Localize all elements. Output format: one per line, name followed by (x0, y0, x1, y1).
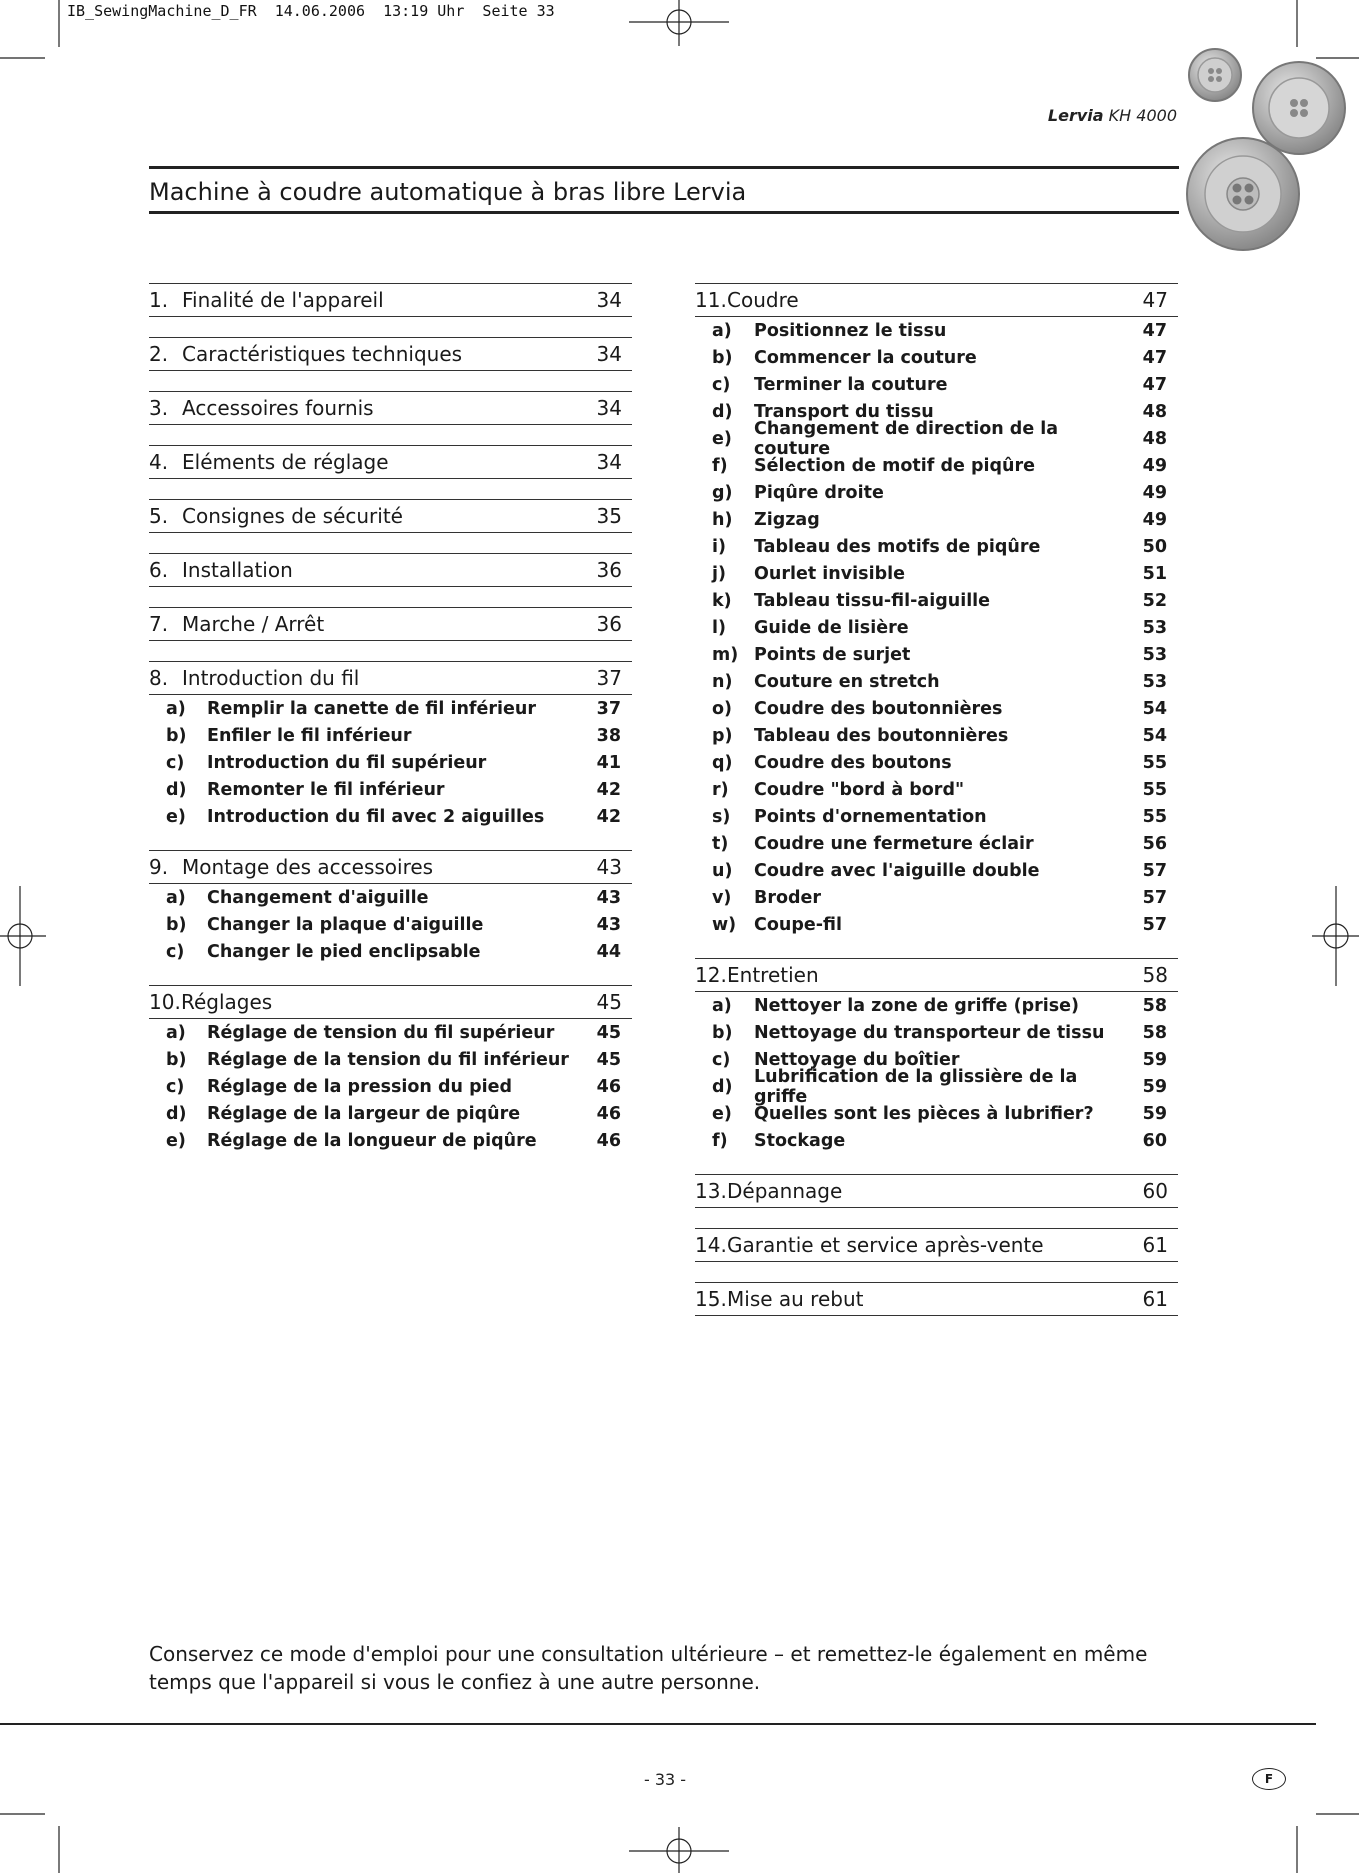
toc-subitem-page: 60 (1142, 1130, 1167, 1151)
toc-subitem-title: Tableau tissu-fil-aiguille (754, 590, 991, 611)
toc-section (695, 958, 1178, 1154)
toc-section-page: 34 (596, 396, 622, 420)
toc-subitem-title: Nettoyage du boîtier (754, 1049, 960, 1070)
toc-section-number: 11. (695, 288, 727, 312)
toc-section-number: 7. (149, 612, 169, 636)
toc-subitem-page: 49 (1142, 482, 1167, 503)
toc-section-heading (695, 1174, 1178, 1208)
toc-section-page: 43 (596, 855, 622, 879)
toc-section-title: Eléments de réglage (182, 450, 389, 474)
toc-subitem-page: 47 (1142, 320, 1167, 341)
toc-subitem-title: Coupe-fil (754, 914, 842, 935)
toc-subitem-title: Positionnez le tissu (754, 320, 947, 341)
toc-subitem-letter: i) (712, 536, 726, 557)
button-large-icon (1187, 138, 1299, 250)
toc-subitem-page: 53 (1142, 617, 1167, 638)
toc-subitem-letter: l) (712, 617, 726, 638)
toc-section-page: 36 (596, 612, 622, 636)
toc-subitem (695, 371, 1178, 398)
toc-section (149, 985, 632, 1154)
toc-section-heading (149, 850, 632, 884)
toc-subitem (149, 803, 632, 830)
toc-subitem-page: 55 (1142, 752, 1167, 773)
toc-section-page: 61 (1142, 1233, 1168, 1257)
toc-subitem-page: 57 (1142, 887, 1167, 908)
toc-subitem-letter: e) (712, 1103, 732, 1124)
sewing-buttons-illustration (1180, 40, 1359, 260)
toc-subitem-title: Commencer la couture (754, 347, 977, 368)
toc-subitem-letter: f) (712, 455, 728, 476)
toc-section-title: Accessoires fournis (182, 396, 374, 420)
toc-subitem (695, 695, 1178, 722)
toc-section (149, 850, 632, 965)
toc-subitem-title: Coudre des boutonnières (754, 698, 1003, 719)
toc-subitem (149, 1100, 632, 1127)
toc-subitem-title: Remonter le fil inférieur (207, 779, 445, 800)
toc-section-title: Garantie et service après-vente (727, 1233, 1044, 1257)
toc-section-page: 34 (596, 342, 622, 366)
toc-subitem (695, 560, 1178, 587)
toc-section-title: Entretien (727, 963, 819, 987)
toc-subitem-letter: c) (166, 752, 185, 773)
toc-section-title: Caractéristiques techniques (182, 342, 463, 366)
toc-subitem-page: 49 (1142, 509, 1167, 530)
toc-subitem-page: 46 (596, 1103, 621, 1124)
toc-subitem-letter: d) (712, 401, 733, 422)
toc-subitem-letter: m) (712, 644, 739, 665)
toc-section-number: 14. (695, 1233, 727, 1257)
toc-section (149, 445, 632, 479)
toc-subitem-letter: s) (712, 806, 731, 827)
toc-section-number: 2. (149, 342, 169, 366)
toc-section-page: 34 (596, 288, 622, 312)
page-number: - 33 - (643, 1770, 687, 1789)
toc-subitem (149, 722, 632, 749)
toc-subitem-title: Réglage de la largeur de piqûre (207, 1103, 521, 1124)
toc-subitem-page: 55 (1142, 779, 1167, 800)
toc-section-heading (149, 499, 632, 533)
toc-subitem-letter: a) (166, 1022, 186, 1043)
toc-subitem-letter: e) (166, 1130, 186, 1151)
toc-subitem-title: Points de surjet (754, 644, 911, 665)
toc-subitem (695, 1100, 1178, 1127)
toc-section-title: Coudre (727, 288, 799, 312)
toc-subitem (149, 749, 632, 776)
toc-subitem-letter: f) (712, 1130, 728, 1151)
toc-section-number: 6. (149, 558, 169, 582)
button-small-icon (1189, 49, 1241, 101)
toc-subitem (695, 722, 1178, 749)
toc-subitem (149, 1046, 632, 1073)
toc-section-heading (149, 661, 632, 695)
toc-section-title: Mise au rebut (727, 1287, 864, 1311)
toc-section-number: 9. (149, 855, 169, 879)
toc-section-page: 34 (596, 450, 622, 474)
toc-subitem-letter: n) (712, 671, 733, 692)
toc-subitem (695, 533, 1178, 560)
toc-section-number: 1. (149, 288, 169, 312)
toc-subitem-page: 41 (596, 752, 621, 773)
toc-subitem-title: Introduction du fil avec 2 aiguilles (207, 806, 545, 827)
toc-subitem (695, 668, 1178, 695)
toc-subitem-page: 44 (596, 941, 621, 962)
toc-subitem-letter: t) (712, 833, 729, 854)
toc-subitem-letter: u) (712, 860, 733, 881)
toc-subitem-title: Réglage de la longueur de piqûre (207, 1130, 537, 1151)
toc-subitem-letter: j) (712, 563, 726, 584)
toc-section-page: 47 (1142, 288, 1168, 312)
toc-subitem (695, 776, 1178, 803)
toc-subitem-letter: q) (712, 752, 733, 773)
toc-section-page: 36 (596, 558, 622, 582)
toc-subitem-letter: o) (712, 698, 733, 719)
toc-subitem-title: Réglage de la tension du fil inférieur (207, 1049, 569, 1070)
toc-subitem-title: Réglage de tension du fil supérieur (207, 1022, 555, 1043)
toc-subitem-letter: r) (712, 779, 729, 800)
toc-subitem-title: Introduction du fil supérieur (207, 752, 487, 773)
toc-subitem-letter: c) (712, 374, 731, 395)
toc-subitem (149, 1073, 632, 1100)
toc-subitem-title: Coudre une fermeture éclair (754, 833, 1034, 854)
toc-subitem-page: 48 (1142, 428, 1167, 449)
toc-subitem (695, 1066, 1178, 1107)
toc-subitem-letter: d) (712, 1076, 733, 1097)
toc-subitem-title: Coudre avec l'aiguille double (754, 860, 1040, 881)
toc-section (149, 283, 632, 317)
toc-section (149, 499, 632, 533)
toc-subitem-title: Piqûre droite (754, 482, 884, 503)
toc-section (695, 1282, 1178, 1316)
toc-subitem-page: 56 (1142, 833, 1167, 854)
toc-subitem-letter: e) (166, 806, 186, 827)
toc-subitem-letter: e) (712, 428, 732, 449)
toc-subitem (149, 1019, 632, 1046)
toc-subitem-letter: c) (166, 1076, 185, 1097)
toc-section-number: 3. (149, 396, 169, 420)
keep-manual-note: Conservez ce mode d'emploi pour une consultation ultérieure – et remettez-le également en même temps que l'appareil si vous le confiez à une autre personne. (149, 1642, 1148, 1694)
toc-subitem-page: 54 (1142, 725, 1167, 746)
toc-subitem-page: 51 (1142, 563, 1167, 584)
toc-section-title: Réglages (181, 990, 273, 1014)
toc-subitem (149, 938, 632, 965)
toc-section-title: Dépannage (727, 1179, 843, 1203)
toc-subitem-letter: g) (712, 482, 733, 503)
toc-subitem-title: Changer le pied enclipsable (207, 941, 481, 962)
toc-subitem (695, 506, 1178, 533)
toc-subitem (695, 344, 1178, 371)
toc-subitem (149, 695, 632, 722)
toc-subitem (695, 992, 1178, 1019)
toc-subitem-title: Lubrification de la glissière de la griffe (754, 1066, 1078, 1107)
toc-subitem-page: 59 (1142, 1076, 1167, 1097)
toc-subitem-title: Changement d'aiguille (207, 887, 429, 908)
toc-subitem-letter: k) (712, 590, 732, 611)
toc-subitem-letter: a) (712, 995, 732, 1016)
footer-divider (0, 1723, 1316, 1725)
toc-section (695, 283, 1178, 938)
toc-subitem-title: Points d'ornementation (754, 806, 987, 827)
toc-subitem-letter: d) (166, 1103, 187, 1124)
toc-section-heading (149, 337, 632, 371)
toc-subitem (695, 317, 1178, 344)
toc-subitem-title: Sélection de motif de piqûre (754, 455, 1035, 476)
toc-subitem (149, 776, 632, 803)
toc-section-heading (149, 985, 632, 1019)
toc-subitem-title: Couture en stretch (754, 671, 940, 692)
toc-subitem-title: Nettoyage du transporteur de tissu (754, 1022, 1105, 1043)
language-badge: F (1252, 1768, 1286, 1790)
toc-subitem-page: 59 (1142, 1049, 1167, 1070)
toc-right-column (695, 283, 1178, 1336)
toc-subitem-title: Réglage de la pression du pied (207, 1076, 512, 1097)
toc-section (149, 553, 632, 587)
toc-section-page: 45 (596, 990, 622, 1014)
toc-subitem (695, 803, 1178, 830)
toc-section-title: Finalité de l'appareil (182, 288, 384, 312)
toc-subitem-page: 52 (1142, 590, 1167, 611)
toc-subitem-letter: b) (712, 1022, 733, 1043)
toc-section (149, 337, 632, 371)
toc-subitem-page: 50 (1142, 536, 1167, 557)
toc-section-number: 8. (149, 666, 169, 690)
toc-subitem-letter: d) (166, 779, 187, 800)
toc-subitem (695, 911, 1178, 938)
toc-section-title: Marche / Arrêt (182, 612, 325, 636)
print-slug: IB_SewingMachine_D_FR 14.06.2006 13:19 Uhr Seite 33 (67, 2, 555, 20)
brand-label (1048, 106, 1177, 125)
toc-subitem-letter: b) (166, 914, 187, 935)
toc-section (695, 1228, 1178, 1262)
toc-subitem-page: 45 (596, 1049, 621, 1070)
toc-subitem-letter: w) (712, 914, 737, 935)
toc-subitem-letter: v) (712, 887, 732, 908)
toc-section-page: 35 (596, 504, 622, 528)
toc-subitem-page: 47 (1142, 374, 1167, 395)
toc-subitem-title: Broder (754, 887, 822, 908)
toc-subitem-letter: h) (712, 509, 733, 530)
toc-section-number: 12. (695, 963, 727, 987)
toc-subitem-title: Tableau des motifs de piqûre (754, 536, 1041, 557)
toc-subitem-page: 57 (1142, 860, 1167, 881)
toc-subitem (695, 452, 1178, 479)
toc-subitem-page: 46 (596, 1076, 621, 1097)
toc-subitem-page: 47 (1142, 347, 1167, 368)
toc-subitem-page: 45 (596, 1022, 621, 1043)
toc-subitem (695, 479, 1178, 506)
toc-subitem-title: Zigzag (754, 509, 820, 530)
toc-subitem (695, 830, 1178, 857)
toc-section-number: 15. (695, 1287, 727, 1311)
toc-section (149, 661, 632, 830)
toc-section-title: Installation (182, 558, 293, 582)
toc-section-heading (695, 1228, 1178, 1262)
toc-subitem-letter: b) (166, 1049, 187, 1070)
toc-subitem-letter: b) (712, 347, 733, 368)
toc-subitem (149, 911, 632, 938)
toc-subitem (695, 587, 1178, 614)
toc-subitem (695, 1019, 1178, 1046)
toc-subitem-page: 43 (596, 887, 621, 908)
toc-section-number: 10. (149, 990, 181, 1014)
toc-subitem-page: 53 (1142, 644, 1167, 665)
toc-subitem-letter: a) (712, 320, 732, 341)
toc-subitem-page: 37 (596, 698, 621, 719)
toc-subitem-title: Coudre "bord à bord" (754, 779, 965, 800)
toc-section-page: 58 (1142, 963, 1168, 987)
toc-subitem-title: Quelles sont les pièces à lubrifier? (754, 1103, 1094, 1124)
toc-section-title: Consignes de sécurité (182, 504, 403, 528)
toc-subitem-letter: a) (166, 698, 186, 719)
toc-subitem-title: Changement de direction de la couture (754, 418, 1059, 459)
toc-section-number: 4. (149, 450, 169, 474)
toc-subitem-page: 57 (1142, 914, 1167, 935)
toc-subitem (695, 857, 1178, 884)
toc-subitem-letter: c) (166, 941, 185, 962)
toc-subitem-letter: b) (166, 725, 187, 746)
toc-subitem-page: 58 (1142, 995, 1167, 1016)
toc-subitem (695, 884, 1178, 911)
toc-section-heading (149, 283, 632, 317)
toc-subitem-page: 42 (596, 806, 621, 827)
brand-model: KH 4000 (1108, 106, 1177, 125)
toc-section-page: 60 (1142, 1179, 1168, 1203)
toc-section (149, 607, 632, 641)
toc-section-heading (149, 553, 632, 587)
toc-subitem-title: Tableau des boutonnières (754, 725, 1009, 746)
toc-subitem-page: 53 (1142, 671, 1167, 692)
toc-subitem-page: 49 (1142, 455, 1167, 476)
document-title-bar (149, 166, 1179, 214)
toc-left-column (149, 283, 632, 1174)
toc-subitem-title: Terminer la couture (754, 374, 948, 395)
toc-section-title: Introduction du fil (182, 666, 360, 690)
toc-subitem-title: Ourlet invisible (754, 563, 905, 584)
document-title: Machine à coudre automatique à bras libre Lervia (149, 178, 747, 206)
toc-subitem (695, 749, 1178, 776)
toc-subitem-title: Changer la plaque d'aiguille (207, 914, 484, 935)
toc-subitem-page: 38 (596, 725, 621, 746)
toc-section-heading (695, 958, 1178, 992)
toc-subitem (149, 1127, 632, 1154)
toc-section-heading (695, 1282, 1178, 1316)
toc-subitem-title: Stockage (754, 1130, 846, 1151)
toc-subitem-page: 46 (596, 1130, 621, 1151)
toc-subitem-page: 43 (596, 914, 621, 935)
toc-section-page: 61 (1142, 1287, 1168, 1311)
toc-subitem-letter: a) (166, 887, 186, 908)
toc-section-number: 5. (149, 504, 169, 528)
toc-subitem-title: Coudre des boutons (754, 752, 952, 773)
toc-section-heading (149, 391, 632, 425)
toc-section-heading (149, 445, 632, 479)
toc-subitem (695, 1127, 1178, 1154)
toc-subitem-page: 54 (1142, 698, 1167, 719)
toc-section-heading (695, 283, 1178, 317)
toc-subitem-title: Transport du tissu (754, 401, 934, 422)
toc-subitem-page: 42 (596, 779, 621, 800)
toc-subitem (695, 418, 1178, 459)
brand-name: Lervia (1047, 106, 1104, 125)
toc-section-heading (149, 607, 632, 641)
toc-subitem (695, 641, 1178, 668)
toc-subitem-title: Nettoyer la zone de griffe (prise) (754, 995, 1080, 1016)
toc-section-number: 13. (695, 1179, 727, 1203)
toc-subitem-page: 48 (1142, 401, 1167, 422)
toc-subitem-letter: p) (712, 725, 733, 746)
toc-subitem (695, 614, 1178, 641)
toc-section-page: 37 (596, 666, 622, 690)
toc-section (149, 391, 632, 425)
toc-subitem-page: 58 (1142, 1022, 1167, 1043)
toc-subitem-letter: c) (712, 1049, 731, 1070)
toc-subitem (149, 884, 632, 911)
toc-subitem-title: Enfiler le fil inférieur (207, 725, 412, 746)
toc-section-title: Montage des accessoires (182, 855, 434, 879)
toc-subitem-title: Guide de lisière (754, 617, 909, 638)
button-medium-icon (1253, 62, 1345, 154)
toc-section (695, 1174, 1178, 1208)
toc-subitem-page: 59 (1142, 1103, 1167, 1124)
toc-subitem-page: 55 (1142, 806, 1167, 827)
toc-subitem-title: Remplir la canette de fil inférieur (207, 698, 537, 719)
